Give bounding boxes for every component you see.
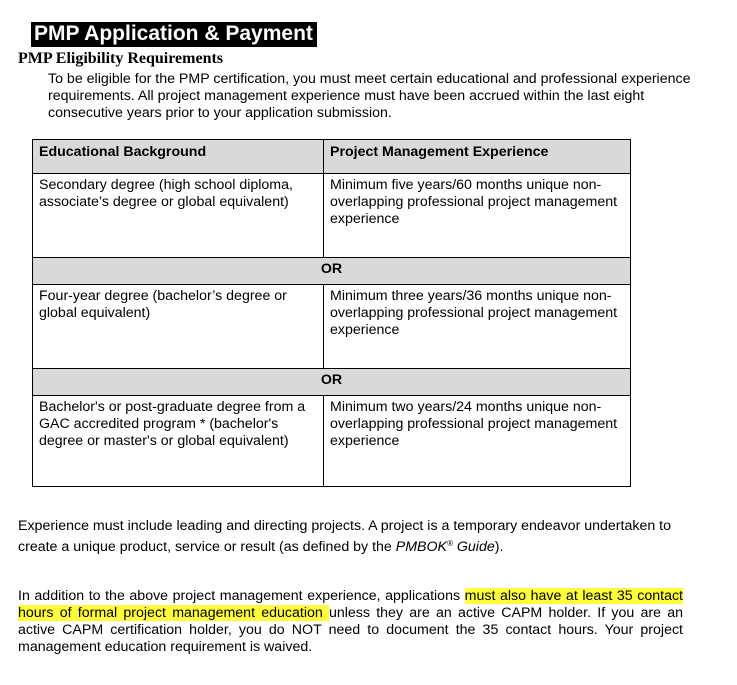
eligibility-table bbox=[32, 139, 631, 487]
experience-text: Experience must include leading and directing projects. A project is a temporary endeavor undertaken to create a unique product, service or result (as defined by the bbox=[18, 518, 672, 555]
paragraph-end: ). bbox=[494, 539, 504, 555]
table-row bbox=[33, 174, 631, 258]
pmbok-title: PMBOK® Guide bbox=[395, 539, 495, 555]
header-experience: Project Management Experience bbox=[324, 140, 631, 174]
section-heading: PMP Eligibility Requirements bbox=[18, 50, 224, 67]
or-separator-row bbox=[33, 258, 631, 285]
requirement-text-after: unless they are an active CAPM holder. If you are an active CAPM certification holder, you do NOT need to document the 35 contact hours. Your project management education requirement is waived. bbox=[18, 605, 683, 655]
table-header-row bbox=[33, 140, 631, 174]
requirement-text-before: In addition to the above project management experience, applications bbox=[18, 588, 465, 604]
table-row bbox=[33, 396, 631, 487]
experience-cell: Minimum three years/36 months unique non-overlapping professional project management experience bbox=[324, 285, 631, 369]
page-title: PMP Application & Payment bbox=[31, 22, 317, 47]
education-cell: Four-year degree (bachelor’s degree or global equivalent) bbox=[33, 285, 324, 369]
education-cell: Secondary degree (high school diploma, associate’s degree or global equivalent) bbox=[33, 174, 324, 258]
education-cell: Bachelor's or post-graduate degree from a GAC accredited program * (bachelor's degree or master's or global equivalent) bbox=[33, 396, 324, 487]
experience-cell: Minimum two years/24 months unique non-overlapping professional project management experience bbox=[324, 396, 631, 487]
highlighted-requirement: must also have at least 35 contact hours of formal project management education bbox=[18, 588, 684, 621]
or-label: OR bbox=[33, 258, 631, 285]
table-row bbox=[33, 285, 631, 369]
header-education: Educational Background bbox=[33, 140, 324, 174]
intro-paragraph: To be eligible for the PMP certification, you must meet certain educational and professional experience requirements. All project management experience must have been accrued within the last eight consecutive years prior to your application submission. bbox=[48, 71, 691, 121]
registered-mark: ® bbox=[447, 539, 453, 548]
experience-cell: Minimum five years/60 months unique non-overlapping professional project management experience bbox=[324, 174, 631, 258]
experience-paragraph bbox=[18, 518, 683, 556]
education-requirement-paragraph bbox=[18, 588, 683, 656]
or-separator-row bbox=[33, 369, 631, 396]
or-label: OR bbox=[33, 369, 631, 396]
